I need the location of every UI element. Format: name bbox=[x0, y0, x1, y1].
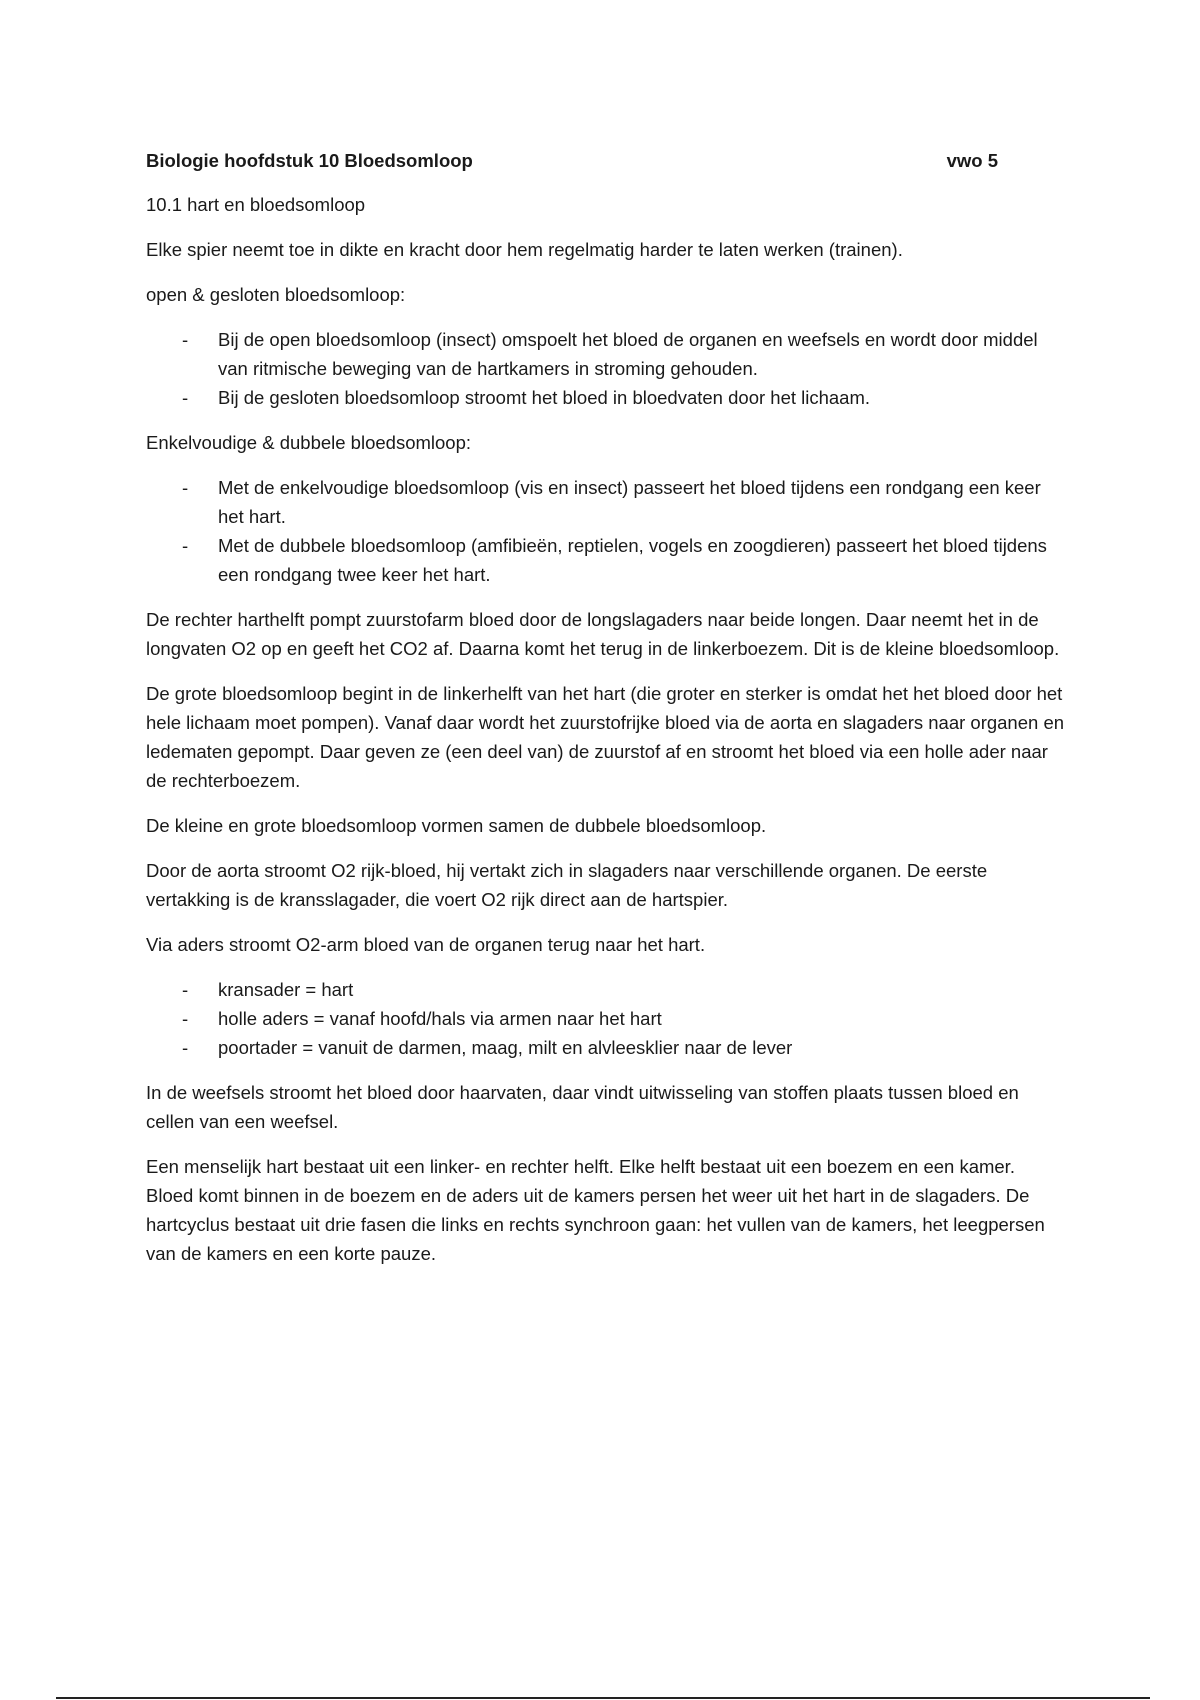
heading-open-gesloten: open & gesloten bloedsomloop: bbox=[146, 284, 406, 305]
paragraph-menselijk-hart: Een menselijk hart bestaat uit een linker- en rechter helft. Elke helft bestaat uit een boezem en een kamer. Bloed komt binnen in de boezem en de aders uit de kamers persen het weer uit het hart in de slagaders. De hartcyclus bestaat uit drie fasen die links en rechts synchroon gaan: het vullen van de kamers, het leegpersen van de kamers en een korte pauze. bbox=[146, 1156, 1045, 1264]
paragraph-aorta: Door de aorta stroomt O2 rijk-bloed, hij vertakt zich in slagaders naar verschillende organen. De eerste vertakking is de kransslagader, die voert O2 rijk direct aan de hartspier. bbox=[146, 860, 988, 910]
class-level: vwo 5 bbox=[946, 150, 998, 171]
list-item: - Met de dubbele bloedsomloop (amfibieën, reptielen, vogels en zoogdieren) passeert het bloed tijdens een rondgang twee keer het hart. bbox=[146, 531, 1066, 589]
document-header bbox=[146, 146, 1066, 175]
heading-enkel-dubbel: Enkelvoudige & dubbele bloedsomloop: bbox=[146, 432, 472, 453]
paragraph-aders: Via aders stroomt O2-arm bloed van de organen terug naar het hart. bbox=[146, 934, 706, 955]
list-item: - holle aders = vanaf hoofd/hals via armen naar het hart bbox=[146, 1004, 1066, 1033]
list-item: - Bij de gesloten bloedsomloop stroomt het bloed in bloedvaten door het lichaam. bbox=[146, 383, 1066, 412]
bottom-divider bbox=[56, 1697, 1150, 1699]
list-item: - kransader = hart bbox=[146, 975, 1066, 1004]
paragraph-weefsels: In de weefsels stroomt het bloed door haarvaten, daar vindt uitwisseling van stoffen plaats tussen bloed en cellen van een weefsel. bbox=[146, 1082, 1019, 1132]
section-heading: 10.1 hart en bloedsomloop bbox=[146, 194, 366, 215]
paragraph-spier: Elke spier neemt toe in dikte en kracht door hem regelmatig harder te laten werken (trainen). bbox=[146, 239, 903, 260]
paragraph-samen: De kleine en grote bloedsomloop vormen samen de dubbele bloedsomloop. bbox=[146, 815, 767, 836]
document-title: Biologie hoofdstuk 10 Bloedsomloop bbox=[146, 150, 473, 171]
list-item: - Bij de open bloedsomloop (insect) omspoelt het bloed de organen en weefsels en wordt door middel van ritmische beweging van de hartkamers in stroming gehouden. bbox=[146, 325, 1066, 383]
document-page bbox=[146, 146, 1066, 1284]
list-aders bbox=[146, 975, 1066, 1062]
list-item: - Met de enkelvoudige bloedsomloop (vis en insect) passeert het bloed tijdens een rondgang een keer het hart. bbox=[146, 473, 1066, 531]
list-enkel-dubbel bbox=[146, 473, 1066, 589]
list-item: - poortader = vanuit de darmen, maag, milt en alvleesklier naar de lever bbox=[146, 1033, 1066, 1062]
paragraph-grote-bloedsomloop: De grote bloedsomloop begint in de linkerhelft van het hart (die groter en sterker is omdat het het bloed door het hele lichaam moet pompen). Vanaf daar wordt het zuurstofrijke bloed via de aorta en slagaders naar organen en ledematen gepompt. Daar geven ze (een deel van) de zuurstof af en stroomt het bloed via een holle ader naar de rechterboezem. bbox=[146, 683, 1065, 791]
paragraph-kleine-bloedsomloop: De rechter harthelft pompt zuurstofarm bloed door de longslagaders naar beide longen. Daar neemt het in de longvaten O2 op en geeft het CO2 af. Daarna komt het terug in de linkerboezem. Dit is de kleine bloedsomloop. bbox=[146, 609, 1060, 659]
list-open-gesloten bbox=[146, 325, 1066, 412]
